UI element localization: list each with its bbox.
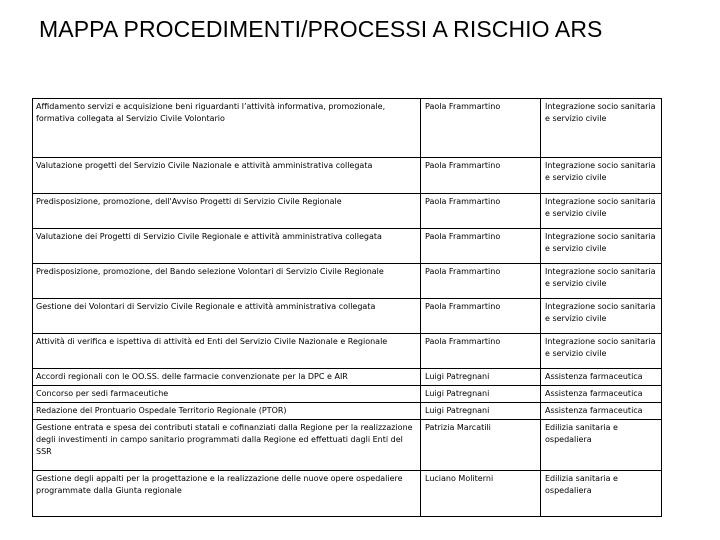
responsible-cell: Luigi Patregnani: [421, 386, 541, 403]
table-row: [33, 471, 662, 517]
responsible-cell: Patrizia Marcatili: [421, 420, 541, 471]
table-row: [33, 158, 662, 194]
process-cell: Valutazione progetti del Servizio Civile Nazionale e attività amministrativa collegata: [33, 158, 421, 194]
table-row: [33, 386, 662, 403]
responsible-cell: Paola Frammartino: [421, 194, 541, 229]
responsible-cell: Paola Frammartino: [421, 264, 541, 299]
area-cell: Integrazione socio sanitaria e servizio civile: [541, 158, 662, 194]
area-cell: Integrazione socio sanitaria e servizio civile: [541, 334, 662, 369]
responsible-cell: Paola Frammartino: [421, 299, 541, 334]
table-row: [33, 299, 662, 334]
responsible-cell: Paola Frammartino: [421, 99, 541, 158]
table-row: [33, 369, 662, 386]
area-cell: Assistenza farmaceutica: [541, 386, 662, 403]
table-row: [33, 264, 662, 299]
process-cell: Accordi regionali con le OO.SS. delle farmacie convenzionate per la DPC e AIR: [33, 369, 421, 386]
table-row: [33, 420, 662, 471]
process-cell: Affidamento servizi e acquisizione beni riguardanti l’attività informativa, promozionale, formativa collegata al Servizio Civile Volontario: [33, 99, 421, 158]
responsible-cell: Luigi Patregnani: [421, 369, 541, 386]
area-cell: Edilizia sanitaria e ospedaliera: [541, 471, 662, 517]
area-cell: Integrazione socio sanitaria e servizio civile: [541, 194, 662, 229]
table-row: [33, 229, 662, 264]
process-risk-table: [32, 98, 662, 517]
process-cell: Gestione entrata e spesa dei contributi statali e cofinanziati dalla Regione per la realizzazione degli investimenti in campo sanitario programmati dalla Regione ed effettuati dagli Enti del SSR: [33, 420, 421, 471]
process-cell: Attività di verifica e ispettiva di attività ed Enti del Servizio Civile Nazionale e Regionale: [33, 334, 421, 369]
process-cell: Valutazione dei Progetti di Servizio Civile Regionale e attività amministrativa collegata: [33, 229, 421, 264]
responsible-cell: Paola Frammartino: [421, 334, 541, 369]
table-row: [33, 334, 662, 369]
responsible-cell: Paola Frammartino: [421, 229, 541, 264]
responsible-cell: Luciano Moliterni: [421, 471, 541, 517]
area-cell: Integrazione socio sanitaria e servizio civile: [541, 299, 662, 334]
area-cell: Integrazione socio sanitaria e servizio civile: [541, 99, 662, 158]
page-title: MAPPA PROCEDIMENTI/PROCESSI A RISCHIO ARS: [39, 16, 603, 42]
area-cell: Integrazione socio sanitaria e servizio civile: [541, 229, 662, 264]
area-cell: Edilizia sanitaria e ospedaliera: [541, 420, 662, 471]
process-cell: Redazione del Prontuario Ospedale Territorio Regionale (PTOR): [33, 403, 421, 420]
area-cell: Integrazione socio sanitaria e servizio civile: [541, 264, 662, 299]
process-cell: Concorso per sedi farmaceutiche: [33, 386, 421, 403]
process-cell: Predisposizione, promozione, dell'Avviso Progetti di Servizio Civile Regionale: [33, 194, 421, 229]
responsible-cell: Luigi Patregnani: [421, 403, 541, 420]
process-cell: Predisposizione, promozione, del Bando selezione Volontari di Servizio Civile Regionale: [33, 264, 421, 299]
area-cell: Assistenza farmaceutica: [541, 403, 662, 420]
process-cell: Gestione degli appalti per la progettazione e la realizzazione delle nuove opere ospedaliere programmate dalla Giunta regionale: [33, 471, 421, 517]
process-cell: Gestione dei Volontari di Servizio Civile Regionale e attività amministrativa collegata: [33, 299, 421, 334]
table-row: [33, 194, 662, 229]
table-row: [33, 403, 662, 420]
table-row: [33, 99, 662, 158]
responsible-cell: Paola Frammartino: [421, 158, 541, 194]
area-cell: Assistenza farmaceutica: [541, 369, 662, 386]
